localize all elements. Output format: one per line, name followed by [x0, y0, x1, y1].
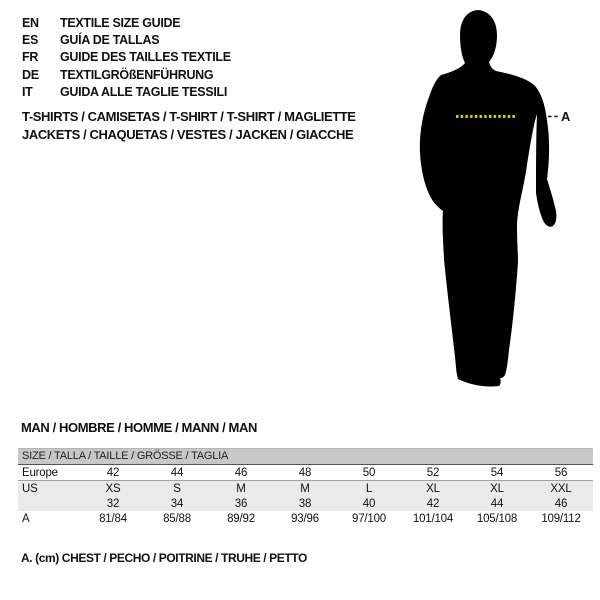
size-cell: 109/112: [541, 513, 581, 525]
size-cell: S: [173, 482, 181, 495]
size-cell: XL: [490, 482, 504, 495]
size-cell: 44: [170, 466, 184, 479]
size-cell: XL: [426, 482, 440, 495]
size-cell: M: [236, 482, 246, 495]
language-list: [22, 14, 231, 101]
size-cell: 50: [362, 466, 376, 479]
list-item: [22, 14, 231, 31]
man-silhouette: [400, 0, 600, 410]
language-code: ES: [22, 33, 39, 48]
language-label: GUIDA ALLE TAGLIE TESSILI: [60, 85, 228, 100]
size-cell: 85/88: [163, 513, 191, 525]
size-cell: 38: [298, 497, 312, 510]
size-cell: 34: [170, 497, 184, 510]
list-item: [22, 66, 231, 83]
size-cell: 101/104: [412, 513, 454, 525]
size-cell: 42: [106, 466, 120, 479]
size-cell: 97/100: [352, 513, 386, 525]
list-item: [22, 84, 231, 101]
row-label: A: [22, 513, 30, 525]
row-label: Europe: [22, 466, 58, 479]
category-jackets: JACKETS / CHAQUETAS / VESTES / JACKEN / GIACCHE: [22, 126, 354, 142]
size-cell: 42: [426, 497, 440, 510]
measure-footnote: A. (cm) CHEST / PECHO / POITRINE / TRUHE / PETTO: [21, 551, 307, 565]
size-cell: 44: [490, 497, 504, 510]
table-row-numeric: [18, 496, 593, 511]
table-row-us: [18, 481, 593, 496]
size-cell: 89/92: [227, 513, 255, 525]
language-code: FR: [22, 50, 39, 65]
language-code: IT: [22, 85, 33, 100]
size-cell: 32: [106, 497, 120, 510]
size-cell: 40: [362, 497, 376, 510]
size-cell: 93/96: [291, 513, 319, 525]
table-row-europe: [18, 465, 593, 481]
measure-label-a: A: [561, 109, 571, 124]
language-label: GUIDE DES TAILLES TEXTILE: [60, 50, 231, 65]
size-table: [18, 448, 593, 527]
list-item: [22, 49, 231, 66]
size-cell: 56: [554, 466, 568, 479]
language-code: EN: [22, 15, 39, 30]
size-cell: 46: [234, 466, 248, 479]
size-cell: M: [300, 482, 310, 495]
size-cell: XXL: [550, 482, 572, 495]
row-label: US: [22, 482, 38, 495]
language-label: TEXTILGRÖßENFÜHRUNG: [60, 67, 214, 82]
size-cell: XS: [105, 482, 121, 495]
size-cell: 54: [490, 466, 504, 479]
section-title-man: MAN / HOMBRE / HOMME / MANN / MAN: [21, 420, 257, 435]
size-table-header: SIZE / TALLA / TAILLE / GRÖSSE / TAGLIA: [18, 448, 593, 465]
size-cell: 81/84: [99, 513, 127, 525]
list-item: [22, 31, 231, 48]
man-silhouette-shape: [420, 10, 557, 387]
size-cell: 48: [298, 466, 312, 479]
size-cell: 105/108: [476, 513, 518, 525]
size-cell: L: [365, 482, 373, 495]
table-row-chest: [18, 511, 593, 527]
language-label: TEXTILE SIZE GUIDE: [60, 15, 181, 30]
category-tshirts: T-SHIRTS / CAMISETAS / T-SHIRT / T-SHIRT / MAGLIETTE: [22, 109, 356, 124]
garment-categories: [22, 108, 356, 143]
language-code: DE: [22, 67, 39, 82]
size-cell: 52: [426, 466, 440, 479]
language-label: GUÍA DE TALLAS: [60, 33, 160, 48]
table-gray-band: [18, 481, 593, 511]
size-cell: 46: [554, 497, 568, 510]
size-cell: 36: [234, 497, 248, 510]
